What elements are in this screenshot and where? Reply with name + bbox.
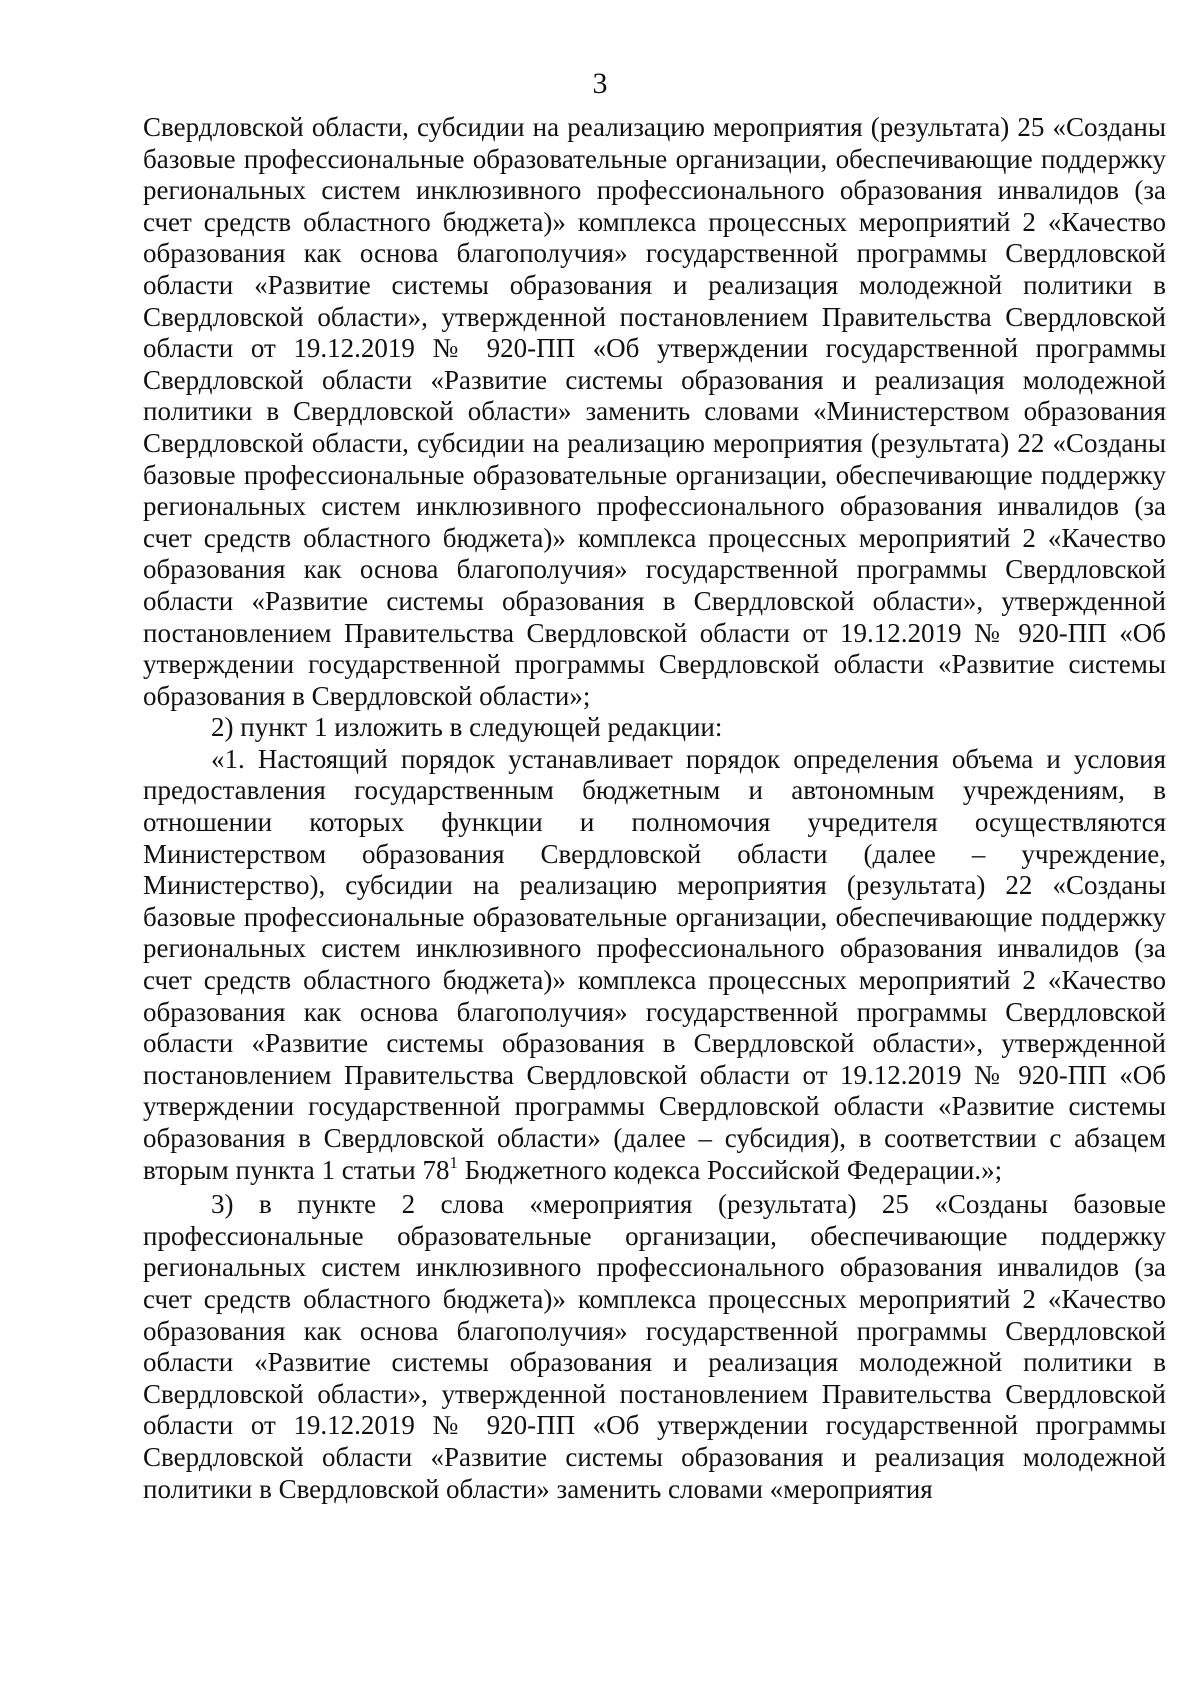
page-number: 3 <box>592 67 608 100</box>
quoted-item-text: «1. Настоящий порядок устанавливает порядок определения объема и условия предоставления государственным бюджетным и автономным учреждениям, в отношении которых функции и полномочия учредителя осуществляются Министерством образования Свердловской области (далее – учреждение, Министерство), субсидии на реализацию мероприятия (результата) 22 «Созданы базовые профессиональные образовательные организации, обеспечивающие поддержку региональных систем инклюзивного профессионального образования инвалидов (за счет средств областного бюджета)» комплекса процессных мероприятий 2 «Качество образования как основа благополучия» государственной программы Свердловской области «Развитие системы образования в Свердловской области», утвержденной постановлением Правительства Свердловской области от 19.12.2019 № 920-ПП «Об утверждении государственной программы Свердловской области «Развитие системы образования в Свердловской области» (далее – субсидия), в соответствии с абзацем вторым пункта 1 статьи 78 <box>143 743 1166 1185</box>
quoted-item-text-end: Бюджетного кодекса Российской Федерации.»; <box>457 1154 1003 1185</box>
paragraph-item-2: 2) пункт 1 изложить в следующей редакции: <box>211 712 723 743</box>
paragraph-continuation: Свердловской области, субсидии на реализацию мероприятия (результата) 25 «Созданы базовые профессиональные образовательные организации, обеспечивающие поддержку региональных систем инклюзивного профессионального образования инвалидов (за счет средств областного бюджета)» комплекса процессных мероприятий 2 «Качество образования как основа благополучия» государственной программы Свердловской области «Развитие системы образования и реализация молодежной политики в Свердловской области», утвержденной постановлением Правительства Свердловской области от 19.12.2019 № 920-ПП «Об утверждении государственной программы Свердловской области «Развитие системы образования и реализация молодежной политики в Свердловской области» заменить словами «Министерством образования Свердловской области, субсидии на реализацию мероприятия (результата) 22 «Созданы базовые профессиональные образовательные организации, обеспечивающие поддержку региональных систем инклюзивного профессионального образования инвалидов (за счет средств областного бюджета)» комплекса процессных мероприятий 2 «Качество образования как основа благополучия» государственной программы Свердловской области «Развитие системы образования в Свердловской области», утвержденной постановлением Правительства Свердловской области от 19.12.2019 № 920-ПП «Об утверждении государственной программы Свердловской области «Развитие системы образования в Свердловской области»; <box>143 112 1166 711</box>
paragraph-quoted-item-1 <box>143 744 1166 1186</box>
paragraph-item-3: 3) в пункте 2 слова «мероприятия (результата) 25 «Созданы базовые профессиональные образовательные организации, обеспечивающие поддержку региональных систем инклюзивного профессионального образования инвалидов (за счет средств областного бюджета)» комплекса процессных мероприятий 2 «Качество образования как основа благополучия» государственной программы Свердловской области «Развитие системы образования и реализация молодежной политики в Свердловской области», утвержденной постановлением Правительства Свердловской области от 19.12.2019 № 920-ПП «Об утверждении государственной программы Свердловской области «Развитие системы образования и реализация молодежной политики в Свердловской области» заменить словами «мероприятия <box>143 1189 1166 1504</box>
article-superscript: 1 <box>449 1152 458 1172</box>
document-body <box>143 112 1166 1505</box>
